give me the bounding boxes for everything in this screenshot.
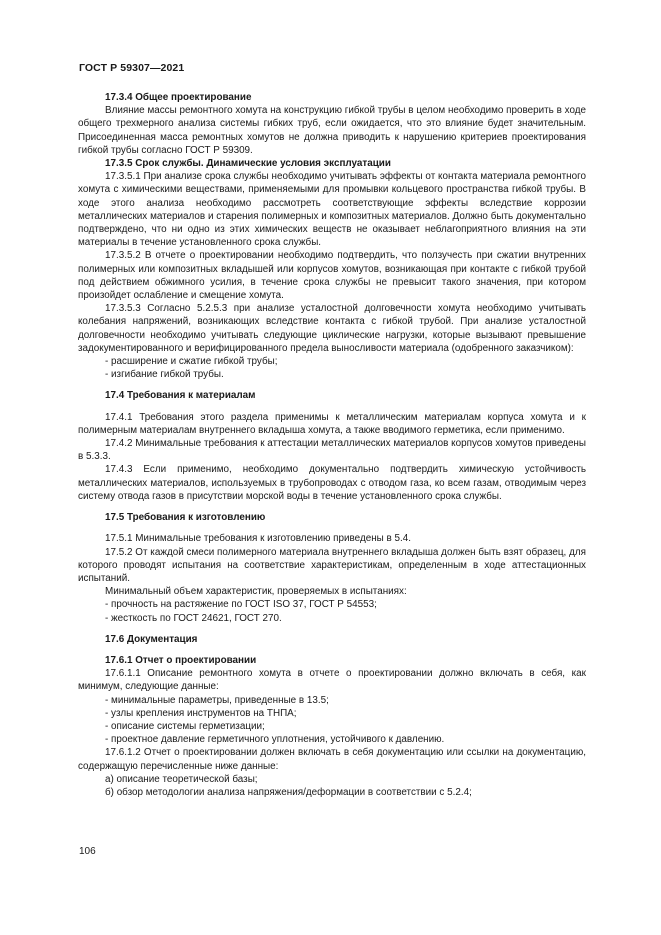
list-item: - проектное давление герметичного уплотнения, устойчивого к давлению. [105,734,445,746]
document-body [78,91,586,799]
list-item: а) описание теоретической базы; [105,773,258,785]
paragraph: 17.6.1.2 Отчет о проектировании должен включать в себя документацию или ссылки на документацию, содержащую перечисленные ниже данные: [78,747,586,772]
list-item: - изгибание гибкой трубы. [105,369,224,381]
list-item: б) обзор методологии анализа напряжения/деформации в соответствии с 5.2.4; [105,786,472,798]
paragraph: 17.4.3 Если применимо, необходимо документально подтвердить химическую устойчивость металлических материалов, используемых в трубопроводах с отводом газа, ко всем газам, отводимым через систему отвода газов в присутствии морской воды в течение установленного срока службы. [78,464,586,502]
list-item: - расширение и сжатие гибкой трубы; [105,356,278,368]
paragraph: 17.5.1 Минимальные требования к изготовлению приведены в 5.4. [105,533,411,545]
list-item: - описание системы герметизации; [105,720,265,732]
paragraph: 17.3.5.2 В отчете о проектировании необходимо подтвердить, что ползучесть при сжатии внутренних полимерных или композитных вкладышей или корпусов хомутов, возникающая при контакте с гибкой трубой под действием обжимного усилия, в течение срока службы не превысит такого значения, при котором произойдет ослабление и смещение хомута. [78,250,586,302]
paragraph: 17.6.1.1 Описание ремонтного хомута в отчете о проектировании должно включать в себя, как минимум, следующие данные: [78,668,586,693]
list-item: - прочность на растяжение по ГОСТ ISO 37, ГОСТ Р 54553; [105,599,377,611]
paragraph: 17.4.2 Минимальные требования к аттестации металлических материалов корпусов хомутов приведены в 5.3.3. [78,438,586,463]
paragraph: 17.4.1 Требования этого раздела применимы к металлическим материалам корпуса хомута и к полимерным материалам внутреннего вкладыша хомута, а также вводимого герметика, если применимо. [78,411,586,436]
list-item: - минимальные параметры, приведенные в 13.5; [105,694,329,706]
list-item: - узлы крепления инструментов на ТНПА; [105,707,297,719]
paragraph: Минимальный объем характеристик, проверяемых в испытаниях: [105,586,407,598]
paragraph: 17.5.2 От каждой смеси полимерного материала внутреннего вкладыша должен быть взят образец, для которого проводят испытания на соответствие характеристикам, определенным в ходе аттестационных испытаний. [78,546,586,584]
list-item: - жесткость по ГОСТ 24621, ГОСТ 270. [105,612,282,624]
page-number: 106 [79,846,96,857]
document-header: ГОСТ Р 59307—2021 [79,62,185,74]
section-heading: 17.3.4 Общее проектирование [105,92,252,103]
section-heading: 17.4 Требования к материалам [105,390,256,402]
paragraph: 17.3.5.1 При анализе срока службы необходимо учитывать эффекты от контакта материала ремонтного хомута с химическими веществами, применяемыми для промывки кольцевого пространства гибкой трубы. В ходе этого анализа необходимо рассмотреть соответствующие эффекты вследствие коррозии металлических материалов и старения полимерных и композитных материалов. Должно быть документально подтверждено, что ни одно из этих химических веществ не оказывает неблагоприятного влияния на эти материалы в течение установленного срока службы. [78,171,586,249]
section-heading: 17.6 Документация [105,633,198,645]
paragraph: 17.3.5.3 Согласно 5.2.5.3 при анализе усталостной долговечности хомута необходимо учитывать колебания напряжений, возникающих вследствие контакта с гибкой трубой. При анализе усталостной долговечности необходимо учитывать следующие циклические нагрузки, которые вызывают превышение задокументированного и верифицированного предела выносливости материала (одобренного заказчиком): [78,303,586,354]
section-heading: 17.5 Требования к изготовлению [105,512,266,524]
section-heading: 17.3.5 Срок службы. Динамические условия эксплуатации [105,158,391,170]
section-heading: 17.6.1 Отчет о проектировании [105,654,257,666]
paragraph: Влияние массы ремонтного хомута на конструкцию гибкой трубы в целом необходимо проверить в ходе общего трехмерного анализа системы гибких труб, если ожидается, что это влияние будет значительным. Присоединенная масса ремонтных хомутов не должна приводить к нарушению критериев проектирования гибкой трубы согласно ГОСТ Р 59309. [78,105,586,156]
